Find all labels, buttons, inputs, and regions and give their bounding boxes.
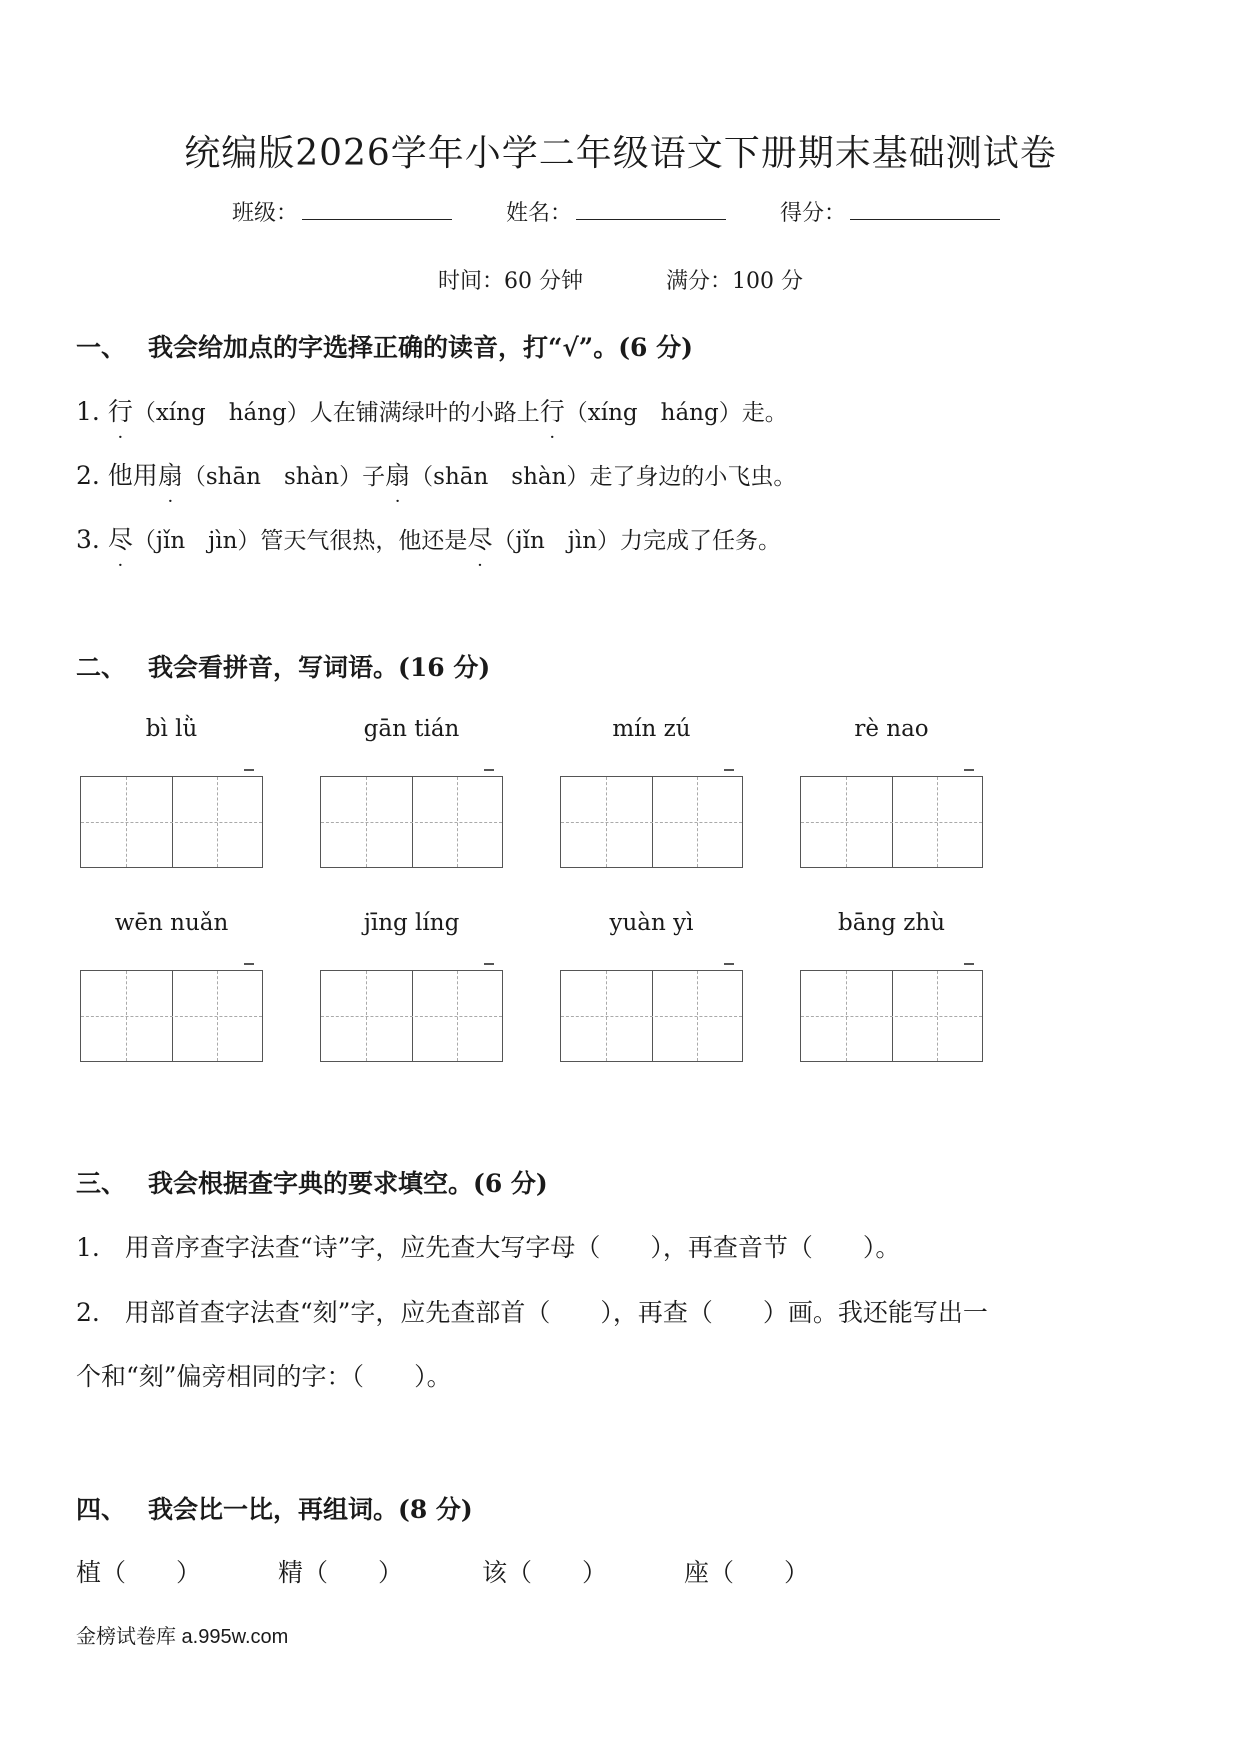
section-3-number: 三、 bbox=[76, 1169, 127, 1198]
s1-question-3 bbox=[76, 520, 781, 556]
class-label: 班级： bbox=[232, 201, 299, 226]
s1-question-2 bbox=[76, 456, 796, 492]
s4-item-1[interactable]: 植（ ） bbox=[76, 1558, 202, 1587]
writing-grid-7[interactable] bbox=[560, 970, 743, 1062]
pinyin-word-7: yuàn yì bbox=[609, 910, 694, 936]
s3-question-2[interactable]: 2. 用部首查字法查“刻”字，应先查部首（ ），再查（ ）画。我还能写出一 bbox=[76, 1298, 988, 1327]
writing-grid-6[interactable] bbox=[320, 970, 503, 1062]
score-blank[interactable] bbox=[850, 199, 1000, 220]
pinyin-word-1: bì lǜ bbox=[145, 716, 198, 742]
section-3-title: 我会根据查字典的要求填空。(6 分) bbox=[148, 1169, 548, 1198]
pinyin-word-6: jīng líng bbox=[363, 910, 460, 936]
section-1-title: 我会给加点的字选择正确的读音，打“√”。(6 分) bbox=[148, 333, 693, 362]
section-3-heading bbox=[76, 1164, 548, 1200]
section-4-number: 四、 bbox=[76, 1495, 127, 1524]
time-limit: 时间：60 分钟 bbox=[438, 269, 583, 294]
section-2-title: 我会看拼音，写词语。(16 分) bbox=[148, 653, 491, 682]
writing-grid-8[interactable] bbox=[800, 970, 983, 1062]
q2-dotted-char-1: 扇 bbox=[157, 461, 183, 490]
s4-item-2[interactable]: 精（ ） bbox=[278, 1558, 404, 1587]
section-2-number: 二、 bbox=[76, 653, 127, 682]
pinyin-word-8: bāng zhù bbox=[837, 910, 946, 936]
score-field bbox=[780, 196, 1000, 227]
q1-dotted-char-1: 行 bbox=[107, 397, 133, 426]
s4-item-4[interactable]: 座（ ） bbox=[684, 1558, 810, 1587]
q3-dotted-char-1: 尽 bbox=[107, 525, 133, 554]
full-score: 满分：100 分 bbox=[666, 269, 803, 294]
s1-question-1 bbox=[76, 392, 788, 428]
s3-question-2-cont[interactable]: 个和“刻”偏旁相同的字：（ ）。 bbox=[76, 1362, 452, 1391]
q1-prefix: 1. bbox=[76, 397, 108, 426]
section-1-number: 一、 bbox=[76, 333, 127, 362]
q1-text-1[interactable]: （xíng háng）人在铺满绿叶的小路上 bbox=[132, 400, 540, 426]
q1-text-2[interactable]: （xíng háng）走。 bbox=[564, 400, 788, 426]
q3-dotted-char-2: 尽 bbox=[467, 525, 493, 554]
section-4-heading bbox=[76, 1490, 473, 1526]
s3-question-1[interactable]: 1. 用音序查字法查“诗”字，应先查大写字母（ ），再查音节（ ）。 bbox=[76, 1233, 901, 1262]
time-row bbox=[0, 264, 1241, 295]
pinyin-word-4: rè nao bbox=[854, 716, 929, 742]
section-2-heading bbox=[76, 648, 490, 684]
score-label: 得分： bbox=[780, 201, 847, 226]
q3-text-2[interactable]: （jǐn jìn）力完成了任务。 bbox=[492, 528, 782, 554]
name-field bbox=[506, 196, 726, 227]
page-title: 统编版2026学年小学二年级语文下册期末基础测试卷 bbox=[184, 133, 1057, 174]
writing-grid-4[interactable] bbox=[800, 776, 983, 868]
q2-prefix: 2. 他用 bbox=[76, 461, 158, 490]
writing-grid-1[interactable] bbox=[80, 776, 263, 868]
section-1-heading bbox=[76, 328, 693, 364]
writing-grid-3[interactable] bbox=[560, 776, 743, 868]
pinyin-word-5: wēn nuǎn bbox=[114, 910, 229, 936]
pinyin-word-3: mín zú bbox=[612, 716, 691, 742]
q2-dotted-char-2: 扇 bbox=[385, 461, 411, 490]
q1-dotted-char-2: 行 bbox=[539, 397, 565, 426]
writing-grid-5[interactable] bbox=[80, 970, 263, 1062]
section-4-title: 我会比一比，再组词。(8 分) bbox=[148, 1495, 473, 1524]
footer-watermark: 金榜试卷库 a.995w.com bbox=[76, 1626, 289, 1648]
name-blank[interactable] bbox=[576, 199, 726, 220]
q2-text-1[interactable]: （shān shàn）子 bbox=[182, 464, 386, 490]
writing-grid-2[interactable] bbox=[320, 776, 503, 868]
q3-text-1[interactable]: （jǐn jìn）管天气很热，他还是 bbox=[132, 528, 468, 554]
class-field bbox=[232, 196, 452, 227]
q2-text-2[interactable]: （shān shàn）走了身边的小飞虫。 bbox=[410, 464, 797, 490]
q3-prefix: 3. bbox=[76, 525, 108, 554]
pinyin-word-2: gān tián bbox=[363, 716, 460, 742]
class-blank[interactable] bbox=[302, 199, 452, 220]
name-label: 姓名： bbox=[506, 201, 573, 226]
s4-item-3[interactable]: 该（ ） bbox=[482, 1558, 608, 1587]
